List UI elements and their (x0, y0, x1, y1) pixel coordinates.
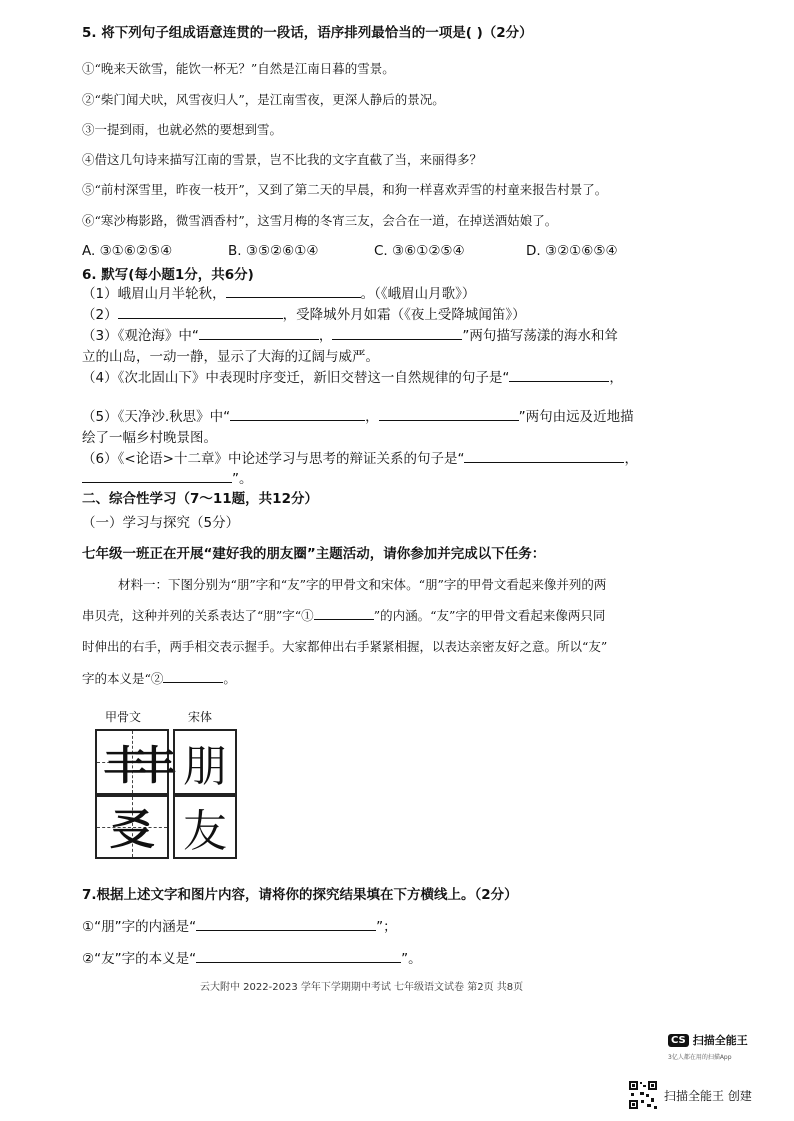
qr-code-icon (628, 1080, 658, 1110)
section-2-subtitle: （一）学习与探究（5分） (82, 515, 240, 531)
page-footer: 云大附中 2022-2023 学年下学期期中考试 七年级语文试卷 第2页 共8页 (200, 982, 524, 993)
q6-item-6 (82, 450, 638, 468)
q6-item-2-number: （2） (82, 307, 118, 323)
q6-item-2 (82, 306, 526, 324)
q6-item-5 (82, 408, 634, 426)
material-1-line-1: 材料一：下图分别为“朋”字和“友”字的甲骨文和宋体。“朋”字的甲骨文看起来像并列的两 (118, 577, 607, 592)
q6-item-4 (82, 369, 623, 387)
cs-created-label: 扫描全能王 创建 (664, 1089, 752, 1103)
blank (196, 950, 401, 963)
q5-stem: 5. 将下列句子组成语意连贯的一段话，语序排列最恰当的一项是( )（2分） (82, 25, 533, 41)
material-text: 字的本义是“② (82, 671, 164, 686)
blank (196, 918, 376, 931)
blank (163, 670, 223, 683)
material-text: 串贝壳，这种并列的关系表达了“朋”字“① (82, 608, 314, 623)
q6-item-1-source: 。（《峨眉山月歌》） (360, 286, 476, 302)
song-you-glyph: 友 (183, 806, 227, 857)
label-song: 宋体 (188, 710, 213, 724)
q6-item-2-text: ，受降城外月如霜（《夜上受降城闻笛》） (282, 307, 526, 323)
q7-answer-1-text: ①“朋”字的内涵是“ (82, 919, 197, 935)
song-peng-cell (173, 729, 237, 795)
q6-item-3 (82, 327, 618, 345)
q6-item-6-cont (82, 470, 253, 488)
q6-item-6-end: ”。 (232, 471, 253, 487)
q6-item-6-text: （6）《<论语>十二章》中论述学习与思考的辩证关系的句子是“ (82, 451, 465, 467)
q5-option-a: A. ③①⑥②⑤④ (82, 243, 173, 259)
comma: ， (365, 409, 379, 425)
q5-sentence-4: ④借这几句诗来描写江南的雪景，岂不比我的文字直截了当，来丽得多？ (82, 152, 483, 167)
q6-item-1 (82, 285, 475, 303)
material-1-line-3: 时伸出的右手，两手相交表示握手。大家都伸出右手紧紧相握，以表达亲密友好之意。所以“友” (82, 639, 608, 654)
comma: ， (624, 451, 638, 467)
comma: ， (609, 370, 623, 386)
q7-stem: 7.根据上述文字和图片内容，请将你的探究结果填在下方横线上。（2分） (82, 887, 518, 903)
blank (199, 327, 319, 340)
q5-option-b: B. ③⑤②⑥①④ (228, 243, 319, 259)
blank (332, 327, 462, 340)
cs-brand: 扫描全能王 (692, 1034, 748, 1047)
blank (509, 369, 609, 382)
q6-item-3-text-b: ”两句描写荡漾的海水和耸 (462, 328, 618, 344)
q5-sentence-3: ③一提到雨，也就必然的要想到雪。 (82, 122, 283, 137)
q6-item-3-text: （3）《观沧海》中“ (82, 328, 199, 344)
q6-item-5-text: （5）《天净沙.秋思》中“ (82, 409, 231, 425)
section-2-title: 二、综合性学习（7～11题，共12分） (82, 491, 318, 507)
comma: ， (318, 328, 333, 344)
q5-sentence-1: ①“晚来天欲雪，能饮一杯无？”自然是江南日暮的雪景。 (82, 61, 395, 76)
blank (314, 607, 374, 620)
material-text: 。 (223, 671, 236, 686)
q5-sentence-2: ②“柴门闻犬吠，风雪夜归人”，是江南雪夜，更深人静后的景况。 (82, 92, 445, 107)
blank (379, 408, 519, 421)
q5-option-d: D. ③②①⑥⑤④ (526, 243, 618, 259)
blank (226, 285, 361, 298)
song-you-cell (173, 795, 237, 859)
q5-sentence-5: ⑤“前村深雪里，昨夜一枝开”，又到了第二天的早晨，和狗一样喜欢弄雪的村童来报告村景了。 (82, 182, 608, 197)
q6-item-5-cont: 绘了一幅乡村晚景图。 (82, 430, 217, 446)
q7-answer-1 (82, 918, 397, 936)
oracle-you-cell (95, 795, 169, 859)
q7-answer-2-end: ”。 (401, 951, 422, 967)
q6-item-5-text-b: ”两句由远及近地描 (518, 409, 634, 425)
q6-title: 6. 默写(每小题1分，共6分) (82, 267, 254, 283)
cs-logo-icon: CS (668, 1034, 689, 1047)
q5-sentence-6: ⑥“寒沙梅影路，微雪酒香村”，这雪月梅的冬宵三友，会合在一道，在掉送酒姑娘了。 (82, 213, 558, 228)
q5-option-c: C. ③⑥①②⑤④ (374, 243, 465, 259)
blank (464, 450, 624, 463)
q6-item-4-text: （4）《次北固山下》中表现时序变迁，新旧交替这一自然规律的句子是“ (82, 370, 510, 386)
label-oracle: 甲骨文 (105, 710, 142, 724)
camscanner-logo (668, 1032, 748, 1048)
section-2-intro: 七年级一班正在开展“建好我的朋友圈”主题活动，请你参加并完成以下任务： (82, 546, 546, 562)
q6-item-3-cont: 立的山岛，一动一静，显示了大海的辽阔与威严。 (82, 349, 379, 365)
material-text: ”的内涵。“友”字的甲骨文看起来像两只同 (373, 608, 606, 623)
q7-answer-2-text: ②“友”字的本义是“ (82, 951, 197, 967)
q7-answer-1-end: ”； (376, 919, 397, 935)
q7-answer-2 (82, 950, 422, 968)
blank (118, 306, 283, 319)
oracle-you-glyph: 㕛 (108, 805, 156, 854)
cs-tagline: 3亿人都在用的扫描App (668, 1054, 732, 1061)
material-1-line-2 (82, 607, 605, 625)
q6-item-1-text: （1）峨眉山月半轮秋， (82, 286, 226, 302)
material-1-line-4 (82, 670, 236, 688)
blank (230, 408, 365, 421)
oracle-peng-cell (95, 729, 169, 795)
oracle-peng-glyph: 丰丰 (103, 741, 161, 789)
blank (82, 470, 232, 483)
song-peng-glyph: 朋 (183, 741, 227, 792)
